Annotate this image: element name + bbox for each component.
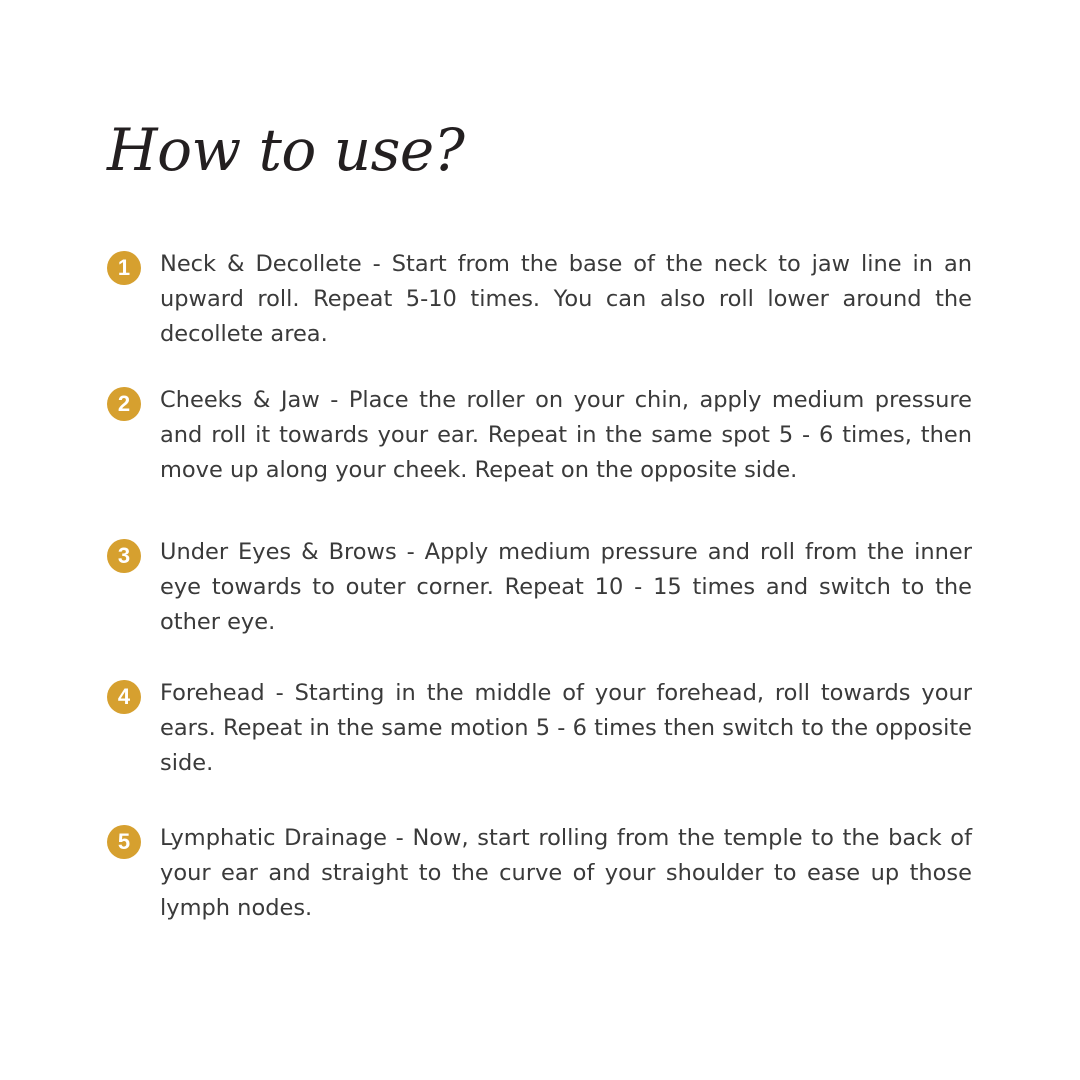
step-text: Neck & Decollete - Start from the base of the neck to jaw line in an upward roll. Repeat 5-10 times. You can also roll lower around the decollete area. (160, 251, 972, 347)
page-title: How to use? (107, 116, 465, 184)
step-number-badge: 2 (107, 387, 141, 421)
step-text: Cheeks & Jaw - Place the roller on your chin, apply medium pressure and roll it towards your ear. Repeat in the same spot 5 - 6 times, then move up along your cheek. Repeat on the opposite side. (160, 387, 972, 483)
step-number-badge: 4 (107, 680, 141, 714)
step-text: Lymphatic Drainage - Now, start rolling from the temple to the back of your ear and straight to the curve of your shoulder to ease up those lymph nodes. (160, 825, 972, 921)
step-number-badge: 1 (107, 251, 141, 285)
step-number-badge: 5 (107, 825, 141, 859)
step-text: Forehead - Starting in the middle of your forehead, roll towards your ears. Repeat in the same motion 5 - 6 times then switch to the opposite side. (160, 680, 972, 776)
step-number-badge: 3 (107, 539, 141, 573)
step-text: Under Eyes & Brows - Apply medium pressure and roll from the inner eye towards to outer corner. Repeat 10 - 15 times and switch to the other eye. (160, 539, 972, 635)
